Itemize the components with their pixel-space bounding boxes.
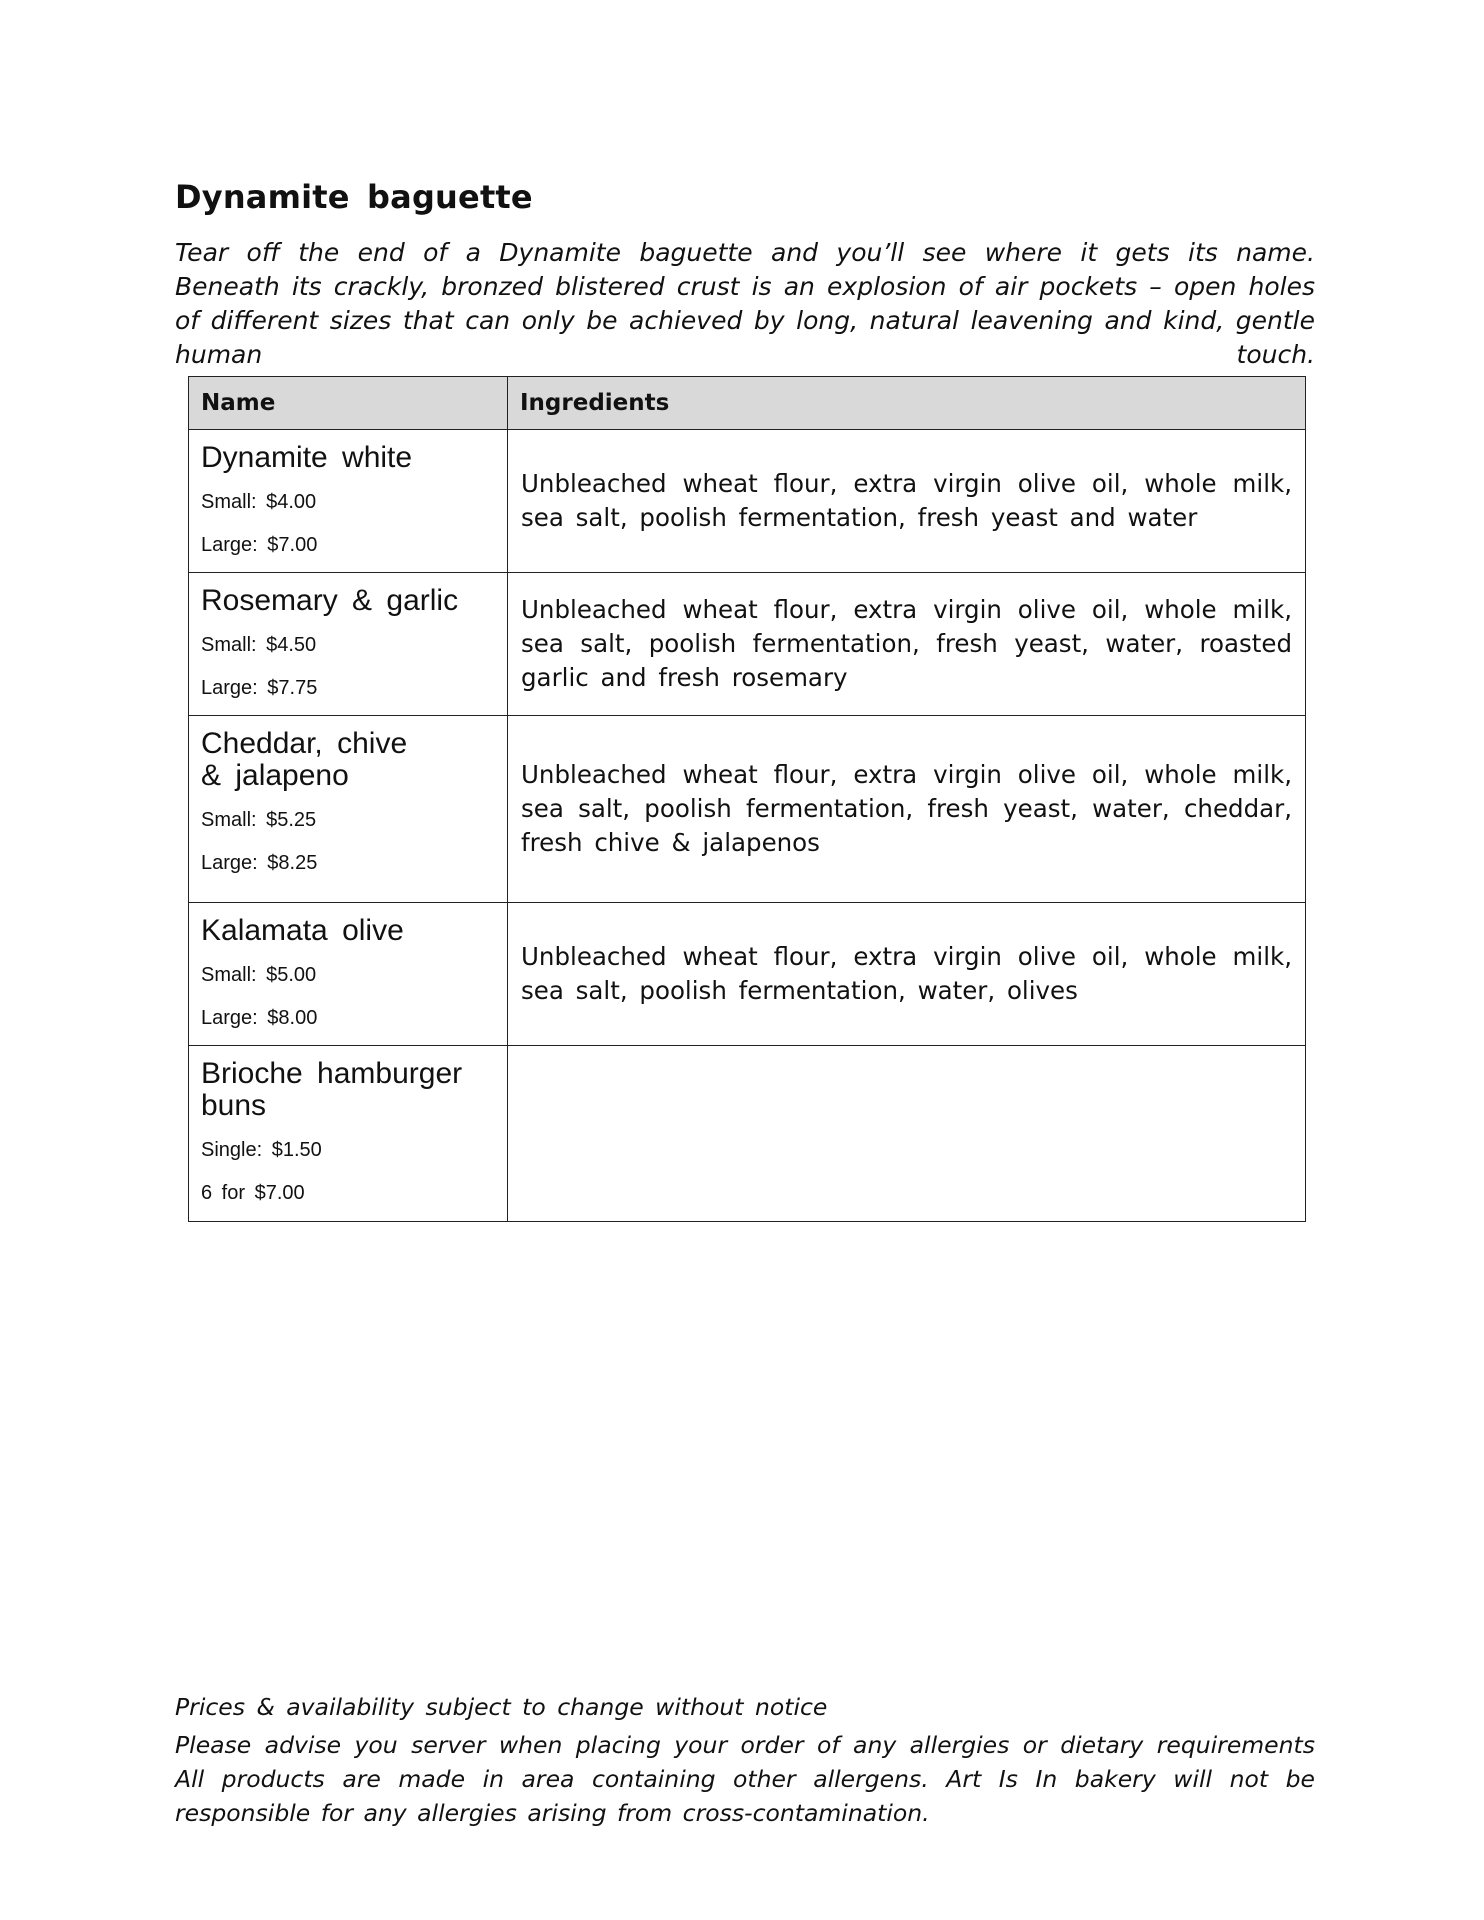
ingredients-cell: Unbleached wheat flour, extra virgin olive oil, whole milk, sea salt, poolish fermentation, fresh yeast, water, cheddar, fresh chive & jalapenos: [508, 716, 1306, 903]
price-notice: Prices & availability subject to change without notice: [175, 1693, 828, 1721]
column-header-ingredients: Ingredients: [508, 377, 1306, 430]
item-price: Single: $1.50: [201, 1139, 322, 1161]
name-cell: [189, 903, 508, 1046]
item-price: Large: $8.25: [201, 852, 318, 874]
allergy-notice: Please advise you server when placing your order of any allergies or dietary requirements All products are made in area containing other allergens. Art Is In bakery will not be responsible for any allergies arising from cross-contamination.: [175, 1731, 1315, 1827]
ingredients-cell: Unbleached wheat flour, extra virgin olive oil, whole milk, sea salt, poolish fermentation, fresh yeast and water: [508, 430, 1306, 573]
name-cell: [189, 1046, 508, 1222]
intro-paragraph: Tear off the end of a Dynamite baguette and you’ll see where it gets its name. Beneath its crackly, bronzed blistered crust is an explosion of air pockets – open holes of different sizes that can only be achieved by long, natural leavening and kind, gentle human touch.: [175, 238, 1315, 369]
item-price: 6 for $7.00: [201, 1182, 305, 1204]
table-row: [189, 430, 1306, 573]
ingredients-cell: Unbleached wheat flour, extra virgin olive oil, whole milk, sea salt, poolish fermentation, fresh yeast, water, roasted garlic and fresh rosemary: [508, 573, 1306, 716]
name-cell: [189, 716, 508, 903]
table-header-row: [189, 377, 1306, 430]
item-price: Large: $7.75: [201, 677, 318, 699]
table-row: [189, 573, 1306, 716]
ingredients-cell: Unbleached wheat flour, extra virgin olive oil, whole milk, sea salt, poolish fermentation, water, olives: [508, 903, 1306, 1046]
name-cell: [189, 430, 508, 573]
item-price: Small: $5.25: [201, 809, 317, 831]
item-name: Dynamite white: [201, 441, 413, 474]
column-header-name: Name: [189, 377, 508, 430]
footer: [175, 1690, 1315, 1830]
page-title: Dynamite baguette: [175, 178, 533, 216]
item-price: Small: $5.00: [201, 964, 317, 986]
table-row: [189, 903, 1306, 1046]
name-cell: [189, 573, 508, 716]
ingredients-cell: [508, 1046, 1306, 1222]
menu-table: [188, 376, 1306, 1222]
item-price: Small: $4.00: [201, 491, 317, 513]
item-name: Cheddar, chive & jalapeno: [201, 727, 408, 792]
item-price: Small: $4.50: [201, 634, 317, 656]
item-price: Large: $8.00: [201, 1007, 318, 1029]
table-row: [189, 716, 1306, 903]
item-name: Kalamata olive: [201, 914, 404, 947]
item-name: Rosemary & garlic: [201, 584, 459, 617]
table-row: [189, 1046, 1306, 1222]
item-price: Large: $7.00: [201, 534, 318, 556]
item-name: Brioche hamburger buns: [201, 1057, 463, 1122]
